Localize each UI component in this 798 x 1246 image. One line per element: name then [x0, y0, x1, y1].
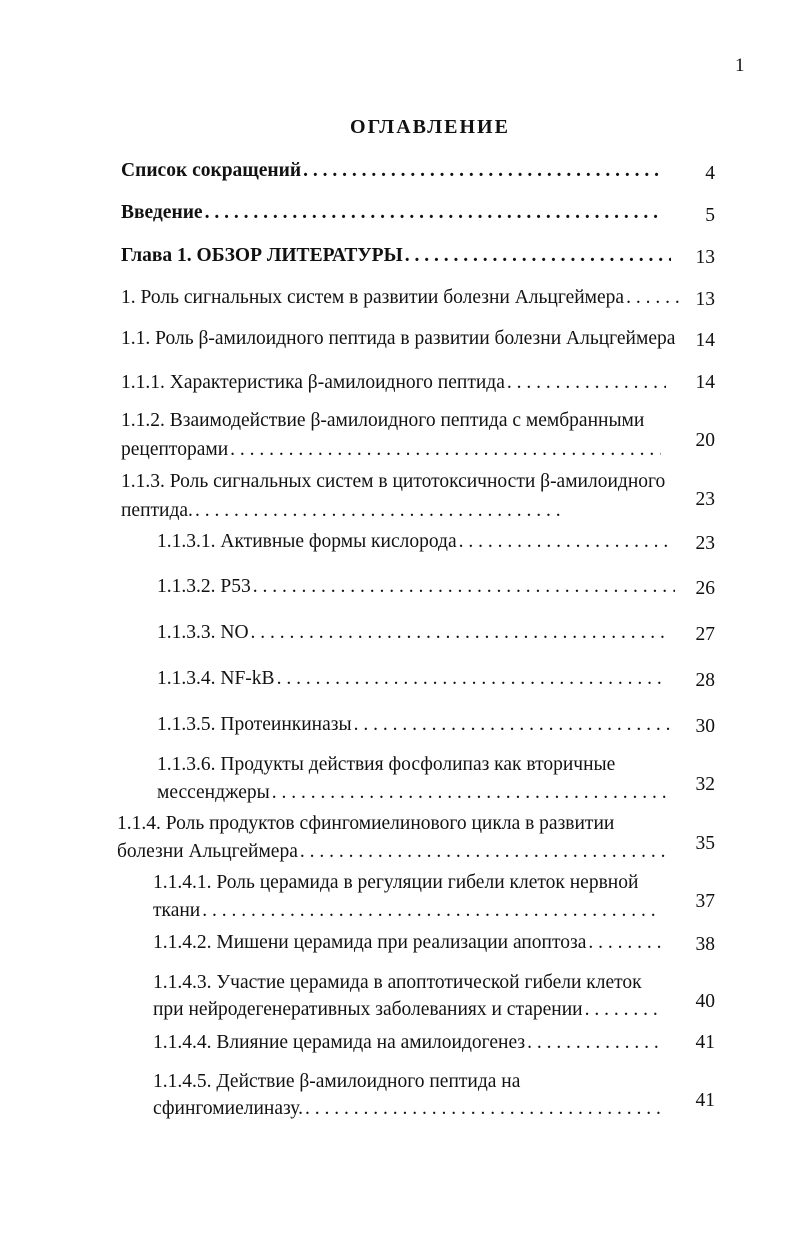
entry-label-line1: 1.1.4.5. Действие β-амилоидного пептида на [153, 1071, 521, 1092]
entry-label: болезни Альцгеймера [117, 841, 298, 862]
toc-entry[interactable] [121, 243, 671, 268]
toc-entry[interactable] [157, 712, 671, 737]
entry-page: 23 [695, 489, 715, 510]
toc-entry[interactable] [121, 285, 686, 310]
leader-dots [459, 529, 672, 554]
entry-label: 1.1.3.1. Активные формы кислорода [157, 531, 457, 552]
entry-label: Введение [121, 202, 203, 223]
entry-label: 1.1.3.2. P53 [157, 576, 251, 597]
leader-dots [354, 712, 671, 737]
leader-dots [195, 498, 561, 523]
entry-label: Список сокращений [121, 160, 302, 181]
toc-entry[interactable] [157, 574, 675, 599]
toc-entry[interactable] [153, 930, 665, 955]
toc-entry[interactable] [153, 870, 661, 923]
page-number: 1 [735, 55, 745, 76]
entry-page: 4 [705, 163, 715, 184]
entry-page: 37 [695, 891, 715, 912]
toc-entry[interactable] [157, 529, 672, 554]
entry-page: 27 [695, 624, 715, 645]
entry-label: пептида. [121, 500, 193, 521]
entry-page: 41 [695, 1090, 715, 1111]
entry-page: 28 [695, 670, 715, 691]
entry-label-line1: 1.1.4.1. Роль церамида в регуляции гибели клеток нервной [153, 872, 639, 893]
leader-dots [205, 200, 661, 225]
entry-page: 14 [695, 330, 715, 351]
entry-page: 23 [695, 533, 715, 554]
entry-label-line1: 1.1.2. Взаимодействие β-амилоидного пептида с мембранными [121, 410, 645, 431]
toc-entry[interactable] [121, 158, 661, 183]
leader-dots [300, 839, 667, 864]
entry-label: сфингомиелиназу. [153, 1098, 303, 1119]
leader-dots [272, 780, 667, 805]
entry-page: 20 [695, 430, 715, 451]
leader-dots [202, 898, 661, 923]
toc-entry[interactable] [121, 408, 661, 462]
leader-dots [253, 574, 675, 599]
toc-entry[interactable] [153, 1069, 665, 1121]
leader-dots [305, 1096, 665, 1121]
leader-dots [405, 243, 671, 268]
entry-label-line1: 1.1.4. Роль продуктов сфингомиелинового цикла в развитии [117, 813, 615, 834]
entry-label: 1.1.4.2. Мишени церамида при реализации апоптоза [153, 932, 587, 953]
entry-page: 35 [695, 833, 715, 854]
entry-page: 14 [695, 372, 715, 393]
leader-dots [277, 666, 662, 691]
leader-dots [303, 158, 661, 183]
entry-label: рецепторами [121, 439, 229, 460]
toc-entry[interactable] [157, 752, 667, 805]
entry-page: 26 [695, 578, 715, 599]
leader-dots [585, 997, 663, 1022]
toc-entry[interactable] [153, 1030, 661, 1055]
toc-entry[interactable] [157, 620, 669, 645]
entry-page: 5 [705, 205, 715, 226]
toc-entry[interactable] [121, 370, 666, 395]
toc-entry[interactable] [121, 200, 661, 225]
entry-label: 1.1.1. Характеристика β-амилоидного пептида [121, 372, 505, 393]
entry-label: при нейродегенеративных заболеваниях и старении [153, 999, 583, 1020]
entry-label: 1.1. Роль β-амилоидного пептида в развитии болезни Альцгеймера [121, 328, 676, 349]
toc-entry[interactable] [153, 970, 663, 1022]
entry-label: ткани [153, 900, 201, 921]
toc-entry[interactable] [121, 469, 666, 523]
entry-page: 32 [695, 774, 715, 795]
leader-dots [588, 930, 665, 955]
leader-dots [230, 437, 661, 462]
entry-label-line1: 1.1.4.3. Участие церамида в апоптотической гибели клеток [153, 972, 642, 993]
leader-dots [507, 370, 666, 395]
toc-entry[interactable] [117, 811, 667, 864]
entry-label: Глава 1. ОБЗОР ЛИТЕРАТУРЫ [121, 245, 403, 266]
entry-page: 13 [695, 247, 715, 268]
entry-page: 38 [695, 934, 715, 955]
entry-label: 1.1.3.5. Протеинкиназы [157, 714, 352, 735]
entry-label: 1.1.3.3. NO [157, 622, 249, 643]
entry-label-line1: 1.1.3. Роль сигнальных систем в цитотоксичности β-амилоидного [121, 471, 666, 492]
toc-entry[interactable] [121, 326, 681, 351]
leader-dots [527, 1030, 661, 1055]
entry-label-line1: 1.1.3.6. Продукты действия фосфолипаз как вторичные [157, 754, 616, 775]
entry-label: мессенджеры [157, 782, 270, 803]
entry-label: 1.1.3.4. NF-kB [157, 668, 275, 689]
entry-label: 1. Роль сигнальных систем в развитии болезни Альцгеймера [121, 287, 625, 308]
entry-page: 41 [695, 1032, 715, 1053]
entry-label: 1.1.4.4. Влияние церамида на амилоидогенез [153, 1032, 526, 1053]
leader-dots [251, 620, 669, 645]
entry-page: 40 [695, 991, 715, 1012]
entry-page: 13 [695, 289, 715, 310]
page-title: ОГЛАВЛЕНИЕ [350, 116, 510, 138]
entry-page: 30 [695, 716, 715, 737]
toc-entry[interactable] [157, 666, 662, 691]
